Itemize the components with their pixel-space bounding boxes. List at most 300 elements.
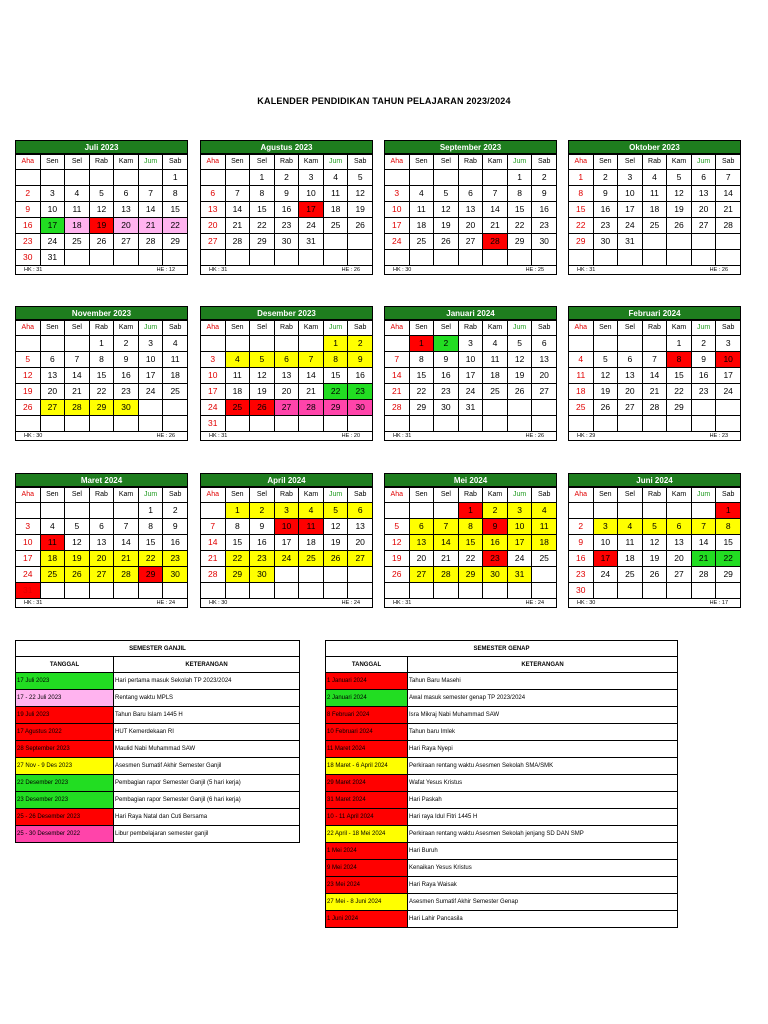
day-cell: 22	[225, 551, 250, 567]
weekday-label: Rab	[642, 488, 667, 503]
day-cell: 6	[409, 519, 434, 535]
day-cell: 8	[138, 519, 163, 535]
day-cell	[385, 170, 410, 186]
legend-date: 23 Mei 2024	[326, 877, 408, 894]
day-cell: 1	[138, 503, 163, 519]
hk-count: HK : 29	[577, 433, 596, 439]
day-cell: 15	[89, 368, 114, 384]
hk-count: HK : 30	[577, 600, 596, 606]
day-cell	[409, 583, 434, 599]
legend-note: Awal masuk semester genap TP 2023/2024	[408, 690, 678, 707]
day-cell	[642, 234, 667, 250]
day-cell: 9	[483, 519, 508, 535]
day-cell: 13	[618, 368, 643, 384]
weekday-label: Kam	[667, 155, 692, 170]
day-cell	[89, 503, 114, 519]
weekday-label: Kam	[299, 488, 324, 503]
day-cell: 28	[642, 400, 667, 416]
day-cell	[716, 400, 741, 416]
weekday-label: Jum	[691, 321, 716, 336]
day-cell: 7	[434, 519, 459, 535]
workday-summary	[200, 266, 373, 275]
day-cell: 27	[40, 400, 65, 416]
day-cell: 17	[274, 535, 299, 551]
day-cell: 17	[458, 368, 483, 384]
day-cell	[483, 583, 508, 599]
day-cell	[716, 416, 741, 432]
legend-date: 19 Juli 2023	[16, 707, 114, 724]
day-cell: 18	[163, 368, 188, 384]
day-cell: 29	[507, 234, 532, 250]
weekday-label: Sel	[618, 321, 643, 336]
legend-note: Hari Raya Natal dan Cuti Bersama	[114, 809, 300, 826]
day-cell: 1	[225, 503, 250, 519]
weekday-label: Sel	[434, 321, 459, 336]
day-cell: 26	[434, 234, 459, 250]
legend-note: Tahun Baru Islam 1445 H	[114, 707, 300, 724]
day-cell	[532, 567, 557, 583]
weekday-label: Jum	[323, 488, 348, 503]
day-cell: 12	[16, 368, 41, 384]
legend-date: 8 Februari 2024	[326, 707, 408, 724]
day-cell	[114, 416, 139, 432]
day-cell: 27	[348, 551, 373, 567]
legend-note: Hari Raya Waisak	[408, 877, 678, 894]
legend-row	[326, 911, 678, 928]
legend-header: TANGGAL	[326, 657, 408, 673]
day-cell: 2	[483, 503, 508, 519]
legend-date: 10 - 11 April 2024	[326, 809, 408, 826]
weekday-label: Sab	[532, 155, 557, 170]
day-cell: 24	[299, 218, 324, 234]
day-cell: 20	[409, 551, 434, 567]
day-cell	[163, 416, 188, 432]
day-cell: 21	[225, 218, 250, 234]
day-cell: 24	[458, 384, 483, 400]
hk-count: HK : 30	[393, 267, 412, 273]
month-title: Januari 2024	[384, 306, 557, 320]
day-cell: 22	[409, 384, 434, 400]
day-cell	[691, 250, 716, 266]
day-cell: 1	[323, 336, 348, 352]
day-cell: 23	[569, 567, 594, 583]
legend-note: Tahun Baru Masehi	[408, 673, 678, 690]
weekday-label: Rab	[642, 321, 667, 336]
day-cell: 3	[385, 186, 410, 202]
day-cell: 8	[250, 186, 275, 202]
day-cell: 25	[642, 218, 667, 234]
day-cell: 26	[65, 567, 90, 583]
day-cell: 7	[114, 519, 139, 535]
day-cell: 2	[274, 170, 299, 186]
day-cell: 24	[593, 567, 618, 583]
day-cell: 4	[163, 336, 188, 352]
weekday-label: Sen	[409, 488, 434, 503]
weekday-label: Sen	[40, 155, 65, 170]
day-cell: 20	[532, 368, 557, 384]
day-cell	[348, 234, 373, 250]
hk-count: HK : 31	[393, 600, 412, 606]
weekday-label: Aha	[201, 321, 226, 336]
day-cell	[274, 567, 299, 583]
weekday-label: Aha	[569, 321, 594, 336]
hk-count: HK : 31	[24, 267, 43, 273]
day-cell: 26	[385, 567, 410, 583]
workday-summary	[568, 432, 741, 441]
he-count: HE : 25	[525, 267, 544, 273]
legend-row	[16, 792, 300, 809]
weekday-label: Sab	[163, 155, 188, 170]
legend-date: 27 Mei - 8 Juni 2024	[326, 894, 408, 911]
he-count: HE : 20	[341, 433, 360, 439]
day-cell: 28	[716, 218, 741, 234]
day-cell	[667, 503, 692, 519]
day-cell: 9	[16, 202, 41, 218]
day-cell: 24	[618, 218, 643, 234]
month-calendar	[384, 473, 557, 608]
day-cell	[274, 416, 299, 432]
day-cell: 4	[65, 186, 90, 202]
day-cell: 30	[532, 234, 557, 250]
legend-row	[16, 707, 300, 724]
legend-date: 22 Desember 2023	[16, 775, 114, 792]
day-cell	[40, 170, 65, 186]
he-count: HE : 26	[525, 433, 544, 439]
legend-header: KETERANGAN	[408, 657, 678, 673]
day-cell: 23	[274, 218, 299, 234]
day-cell: 4	[225, 352, 250, 368]
legend-row	[16, 758, 300, 775]
month-title: April 2024	[200, 473, 373, 487]
weekday-label: Aha	[16, 488, 41, 503]
day-cell: 4	[642, 170, 667, 186]
day-cell	[507, 400, 532, 416]
weekday-label: Aha	[569, 155, 594, 170]
day-cell: 14	[642, 368, 667, 384]
day-cell: 25	[409, 234, 434, 250]
day-cell: 15	[225, 535, 250, 551]
legend-row	[16, 741, 300, 758]
weekday-label: Kam	[114, 155, 139, 170]
month-calendar	[384, 140, 557, 275]
weekday-label: Kam	[114, 321, 139, 336]
day-cell	[225, 583, 250, 599]
legend-row	[326, 690, 678, 707]
day-cell	[323, 416, 348, 432]
day-cell: 8	[409, 352, 434, 368]
day-cell: 11	[299, 519, 324, 535]
day-cell	[569, 503, 594, 519]
semester-title: SEMESTER GENAP	[326, 641, 678, 657]
day-cell	[667, 250, 692, 266]
day-cell: 28	[483, 234, 508, 250]
month-title: Maret 2024	[15, 473, 188, 487]
day-cell	[138, 400, 163, 416]
day-cell: 14	[299, 368, 324, 384]
legend-row	[16, 724, 300, 741]
day-cell: 28	[201, 567, 226, 583]
weekday-label: Aha	[201, 155, 226, 170]
day-cell	[348, 250, 373, 266]
day-cell: 5	[89, 186, 114, 202]
day-cell: 21	[434, 551, 459, 567]
day-cell: 1	[569, 170, 594, 186]
day-cell: 26	[667, 218, 692, 234]
legend-date: 18 Maret - 6 April 2024	[326, 758, 408, 775]
day-cell: 13	[114, 202, 139, 218]
legend-note: Hari pertama masuk Sekolah TP 2023/2024	[114, 673, 300, 690]
day-cell	[163, 250, 188, 266]
day-cell: 17	[40, 218, 65, 234]
weekday-label: Kam	[483, 488, 508, 503]
day-cell	[114, 170, 139, 186]
day-cell: 13	[40, 368, 65, 384]
legend-note: Perkiraan rentang waktu Asesmen Sekolah jenjang SD DAN SMP	[408, 826, 678, 843]
he-count: HE : 24	[525, 600, 544, 606]
day-cell	[201, 250, 226, 266]
day-cell	[89, 416, 114, 432]
day-cell: 2	[593, 170, 618, 186]
day-cell: 25	[483, 384, 508, 400]
weekday-label: Sab	[716, 488, 741, 503]
weekday-label: Sel	[434, 488, 459, 503]
day-cell	[593, 583, 618, 599]
weekday-label: Sen	[409, 321, 434, 336]
day-cell	[532, 583, 557, 599]
weekday-label: Sel	[250, 155, 275, 170]
weekday-label: Rab	[274, 488, 299, 503]
day-cell	[642, 336, 667, 352]
day-cell: 8	[163, 186, 188, 202]
day-cell: 18	[409, 218, 434, 234]
day-cell	[532, 250, 557, 266]
day-cell: 31	[618, 234, 643, 250]
day-cell: 15	[163, 202, 188, 218]
day-cell: 28	[691, 567, 716, 583]
weekday-label: Jum	[507, 488, 532, 503]
weekday-label: Jum	[138, 321, 163, 336]
day-cell: 11	[163, 352, 188, 368]
day-cell	[434, 170, 459, 186]
day-cell: 6	[201, 186, 226, 202]
legend-row	[326, 741, 678, 758]
day-cell: 3	[593, 519, 618, 535]
legend-note: Hari Lahir Pancasila	[408, 911, 678, 928]
day-cell: 27	[114, 234, 139, 250]
day-cell: 5	[348, 170, 373, 186]
day-cell: 10	[138, 352, 163, 368]
month-title: Agustus 2023	[200, 140, 373, 154]
day-cell	[385, 336, 410, 352]
weekday-label: Sab	[163, 488, 188, 503]
day-cell	[138, 583, 163, 599]
day-cell: 30	[114, 400, 139, 416]
day-cell: 12	[65, 535, 90, 551]
day-cell	[323, 583, 348, 599]
day-cell: 27	[201, 234, 226, 250]
day-cell: 7	[201, 519, 226, 535]
weekday-label: Sel	[434, 155, 459, 170]
day-cell: 2	[16, 186, 41, 202]
day-cell	[409, 503, 434, 519]
workday-summary	[15, 266, 188, 275]
day-cell	[225, 336, 250, 352]
month-calendar	[384, 306, 557, 441]
day-cell	[201, 170, 226, 186]
day-cell: 16	[163, 535, 188, 551]
weekday-label: Kam	[483, 321, 508, 336]
day-cell: 30	[348, 400, 373, 416]
day-cell	[65, 250, 90, 266]
legend-date: 1 Juni 2024	[326, 911, 408, 928]
day-cell: 12	[593, 368, 618, 384]
day-cell: 31	[299, 234, 324, 250]
day-cell: 7	[65, 352, 90, 368]
legend-date: 11 Maret 2024	[326, 741, 408, 758]
day-cell: 2	[250, 503, 275, 519]
day-cell	[250, 336, 275, 352]
day-cell: 2	[569, 519, 594, 535]
legend-row	[16, 690, 300, 707]
day-cell: 10	[458, 352, 483, 368]
weekday-label: Aha	[385, 321, 410, 336]
day-cell: 23	[250, 551, 275, 567]
day-cell: 20	[667, 551, 692, 567]
day-cell	[274, 583, 299, 599]
day-cell: 21	[716, 202, 741, 218]
day-cell: 19	[89, 218, 114, 234]
day-cell: 12	[507, 352, 532, 368]
day-cell: 21	[385, 384, 410, 400]
day-cell: 26	[642, 567, 667, 583]
workday-summary	[384, 266, 557, 275]
day-cell	[691, 503, 716, 519]
day-cell	[138, 250, 163, 266]
day-cell	[299, 583, 324, 599]
workday-summary	[200, 599, 373, 608]
legend-date: 23 Desember 2023	[16, 792, 114, 809]
day-cell	[434, 250, 459, 266]
day-cell: 5	[434, 186, 459, 202]
day-cell	[225, 170, 250, 186]
day-cell	[716, 250, 741, 266]
day-cell: 18	[532, 535, 557, 551]
day-cell	[507, 250, 532, 266]
legend-date: 2 Januari 2024	[326, 690, 408, 707]
day-cell: 3	[201, 352, 226, 368]
day-cell: 6	[89, 519, 114, 535]
day-cell: 17	[138, 368, 163, 384]
day-cell	[40, 416, 65, 432]
legend-row	[326, 758, 678, 775]
day-cell: 20	[89, 551, 114, 567]
day-cell: 15	[507, 202, 532, 218]
day-cell: 26	[507, 384, 532, 400]
day-cell: 29	[458, 567, 483, 583]
weekday-label: Sel	[250, 321, 275, 336]
day-cell	[348, 583, 373, 599]
weekday-label: Aha	[385, 488, 410, 503]
day-cell	[409, 170, 434, 186]
day-cell: 9	[532, 186, 557, 202]
weekday-label: Rab	[89, 155, 114, 170]
day-cell	[618, 583, 643, 599]
day-cell: 12	[642, 535, 667, 551]
day-cell: 3	[507, 503, 532, 519]
day-cell: 14	[385, 368, 410, 384]
weekday-label: Jum	[691, 488, 716, 503]
day-cell: 12	[434, 202, 459, 218]
legend-note: Perkiraan rentang waktu Asesmen Sekolah SMA/SMK	[408, 758, 678, 775]
day-cell: 14	[716, 186, 741, 202]
day-cell: 18	[65, 218, 90, 234]
workday-summary	[15, 432, 188, 441]
day-cell: 15	[716, 535, 741, 551]
day-cell: 27	[409, 567, 434, 583]
day-cell	[225, 416, 250, 432]
weekday-label: Sab	[348, 488, 373, 503]
day-cell: 17	[299, 202, 324, 218]
day-cell	[593, 336, 618, 352]
he-count: HE : 23	[709, 433, 728, 439]
hk-count: HK : 31	[209, 433, 228, 439]
month-title: November 2023	[15, 306, 188, 320]
weekday-label: Sab	[348, 321, 373, 336]
day-cell: 14	[434, 535, 459, 551]
day-cell	[65, 170, 90, 186]
month-title: Mei 2024	[384, 473, 557, 487]
day-cell: 5	[65, 519, 90, 535]
day-cell: 24	[716, 384, 741, 400]
day-cell: 31	[40, 250, 65, 266]
day-cell: 20	[458, 218, 483, 234]
day-cell: 25	[65, 234, 90, 250]
day-cell: 2	[348, 336, 373, 352]
day-cell: 22	[716, 551, 741, 567]
day-cell: 13	[348, 519, 373, 535]
day-cell	[16, 170, 41, 186]
legend-row	[326, 775, 678, 792]
weekday-label: Sel	[250, 488, 275, 503]
day-cell: 19	[323, 535, 348, 551]
legend-row	[326, 809, 678, 826]
day-cell	[299, 336, 324, 352]
day-cell: 26	[348, 218, 373, 234]
hk-count: HK : 31	[209, 267, 228, 273]
day-cell: 25	[299, 551, 324, 567]
day-cell: 25	[569, 400, 594, 416]
day-cell: 16	[348, 368, 373, 384]
day-cell: 7	[138, 186, 163, 202]
day-cell	[201, 583, 226, 599]
day-cell: 25	[618, 567, 643, 583]
hk-count: HK : 30	[209, 600, 228, 606]
day-cell: 5	[507, 336, 532, 352]
weekday-label: Sen	[40, 488, 65, 503]
day-cell: 31	[201, 416, 226, 432]
day-cell: 8	[507, 186, 532, 202]
day-cell: 15	[569, 202, 594, 218]
day-cell: 5	[385, 519, 410, 535]
weekday-label: Jum	[507, 321, 532, 336]
day-cell: 7	[385, 352, 410, 368]
he-count: HE : 24	[156, 600, 175, 606]
day-cell: 16	[16, 218, 41, 234]
weekday-label: Sel	[65, 155, 90, 170]
weekday-label: Aha	[201, 488, 226, 503]
day-cell	[40, 503, 65, 519]
legend-row	[326, 877, 678, 894]
